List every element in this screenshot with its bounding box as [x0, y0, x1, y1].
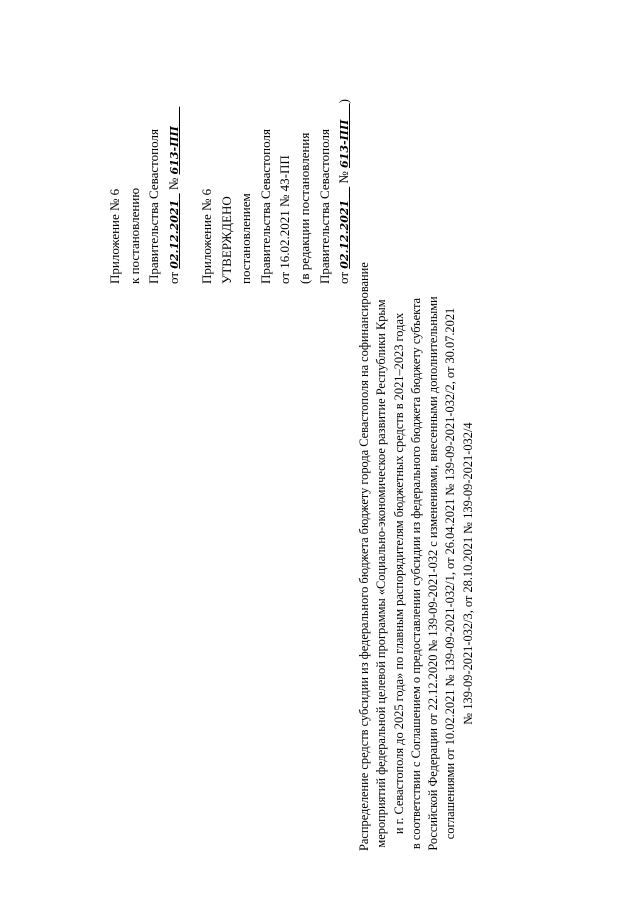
heading-line: и г. Севастополя до 2025 года» по главным распорядителям бюджетных средств в 2021–2023 годах — [391, 312, 406, 835]
heading-line: Российской Федерации от 22.12.2020 № 139-09-2021-032 с изменениями, внесенными дополнительными — [426, 296, 441, 851]
approved-authority: Правительства Севастополя — [257, 129, 273, 284]
date-prefix: от — [336, 271, 352, 284]
handwritten-number: 613-ПП — [338, 119, 352, 168]
approved-edition-authority: Правительства Севастополя — [316, 129, 332, 284]
appendix-authority: Правительства Севастополя — [146, 129, 162, 284]
number-prefix: № — [165, 177, 181, 191]
appendix-ref: к постановлению — [126, 187, 142, 284]
handwritten-date: 02.12.2021 — [338, 199, 352, 269]
approved-date-line — [334, 99, 355, 284]
handwritten-number: 613-ПП — [167, 126, 181, 175]
document-heading — [356, 262, 477, 851]
heading-line: в соответствии с Соглашением о предоставлении субсидии из федерального бюджета бюджету субъекта — [408, 297, 423, 850]
heading-line: Распределение средств субсидии из федерального бюджета бюджету города Севастополя на софинансирование — [357, 262, 371, 851]
handwritten-date: 02.12.2021 — [167, 199, 181, 269]
approved-label: УТВЕРЖДЕНО — [218, 196, 234, 284]
number-prefix: № — [336, 171, 352, 184]
heading-line: № 139-09-2021-032/3, от 28.10.2021 № 139-09-2021-032/4 — [460, 422, 475, 725]
appendix-block — [105, 107, 184, 284]
approved-original-act: от 16.02.2021 № 43-ПП — [277, 155, 293, 284]
approved-block — [197, 99, 355, 284]
appendix-date-line — [164, 107, 185, 284]
approved-by: постановлением — [238, 193, 254, 284]
appendix-number: Приложение № 6 — [107, 188, 122, 284]
closing-parenthesis: ) — [336, 99, 352, 104]
heading-line: мероприятий федеральной целевой программы «Социально-экономическое развитие Республики Крым — [374, 299, 389, 848]
heading-line: соглашениями от 10.02.2021 № 139-09-2021-032/1, от 26.04.2021 № 139-09-2021-032/2, от 30.07.2021 — [443, 307, 458, 840]
approved-appendix-number: Приложение № 6 — [199, 188, 214, 284]
date-prefix: от — [165, 271, 181, 284]
approved-edition-note: (в редакции постановления — [296, 132, 312, 284]
